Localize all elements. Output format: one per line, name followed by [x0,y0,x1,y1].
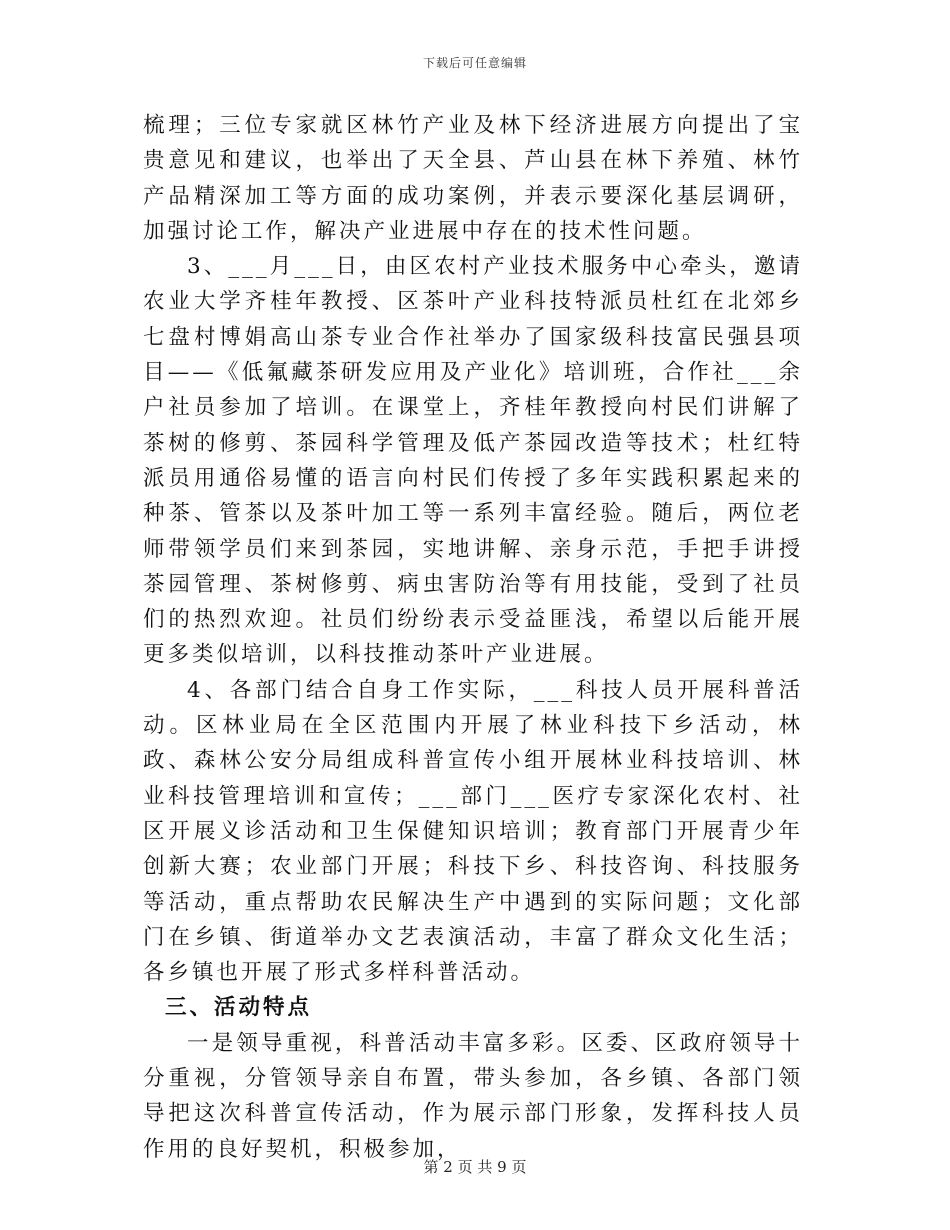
page-footer: 第 2 页 共 9 页 [423,1158,527,1176]
paragraph-feature-1: 一是领导重视，科普活动丰富多彩。区委、区政府领导十分重视，分管领导亲自布置，带头参加，各乡镇、各部门领导把这次科普宣传活动，作为展示部门形象，发挥科技人员作用的良好契机，积极参加， [143,1030,803,1162]
paragraph-item-4: 4、各部门结合自身工作实际，___科技人员开展科普活动。区林业局在全区范围内开展了林业科技下乡活动，林政、森林公安分局组成科普宣传小组开展林业科技培训、林业科技管理培训和宣传；___部门___医疗专家深化农村、社区开展义诊活动和卫生保健知识培训；教育部门开展青少年创新大赛；农业部门开展；科技下乡、科技咨询、科技服务等活动，重点帮助农民解决生产中遇到的实际问题；文化部门在乡镇、街道举办文艺表演活动，丰富了群众文化生活；各乡镇也开展了形式多样科普活动。 [143,677,803,986]
document-body [143,108,803,1167]
paragraph-continuation: 梳理；三位专家就区林竹产业及林下经济进展方向提出了宝贵意见和建议，也举出了天全县、芦山县在林下养殖、林竹产品精深加工等方面的成功案例，并表示要深化基层调研，加强讨论工作，解决产业进展中存在的技术性问题。 [143,113,803,244]
page-header: 下载后可任意编辑 [422,56,527,70]
section-heading: 三、活动特点 [165,995,313,1021]
paragraph-item-3: 3、___月___日，由区农村产业技术服务中心牵头，邀请农业大学齐桂年教授、区茶叶产业科技特派员杜红在北郊乡七盘村博娟高山茶专业合作社举办了国家级科技富民强县项目——《低氟藏茶研发应用及产业化》培训班，合作社___余户社员参加了培训。在课堂上，齐桂年教授向村民们讲解了茶树的修剪、茶园科学管理及低产茶园改造等技术；杜红特派员用通俗易懂的语言向村民们传授了多年实践积累起来的种茶、管茶以及茶叶加工等一系列丰富经验。随后，两位老师带领学员们来到茶园，实地讲解、亲身示范，手把手讲授茶园管理、茶树修剪、病虫害防治等有用技能，受到了社员们的热烈欢迎。社员们纷纷表示受益匪浅，希望以后能开展更多类似培训，以科技推动茶叶产业进展。 [143,254,803,668]
